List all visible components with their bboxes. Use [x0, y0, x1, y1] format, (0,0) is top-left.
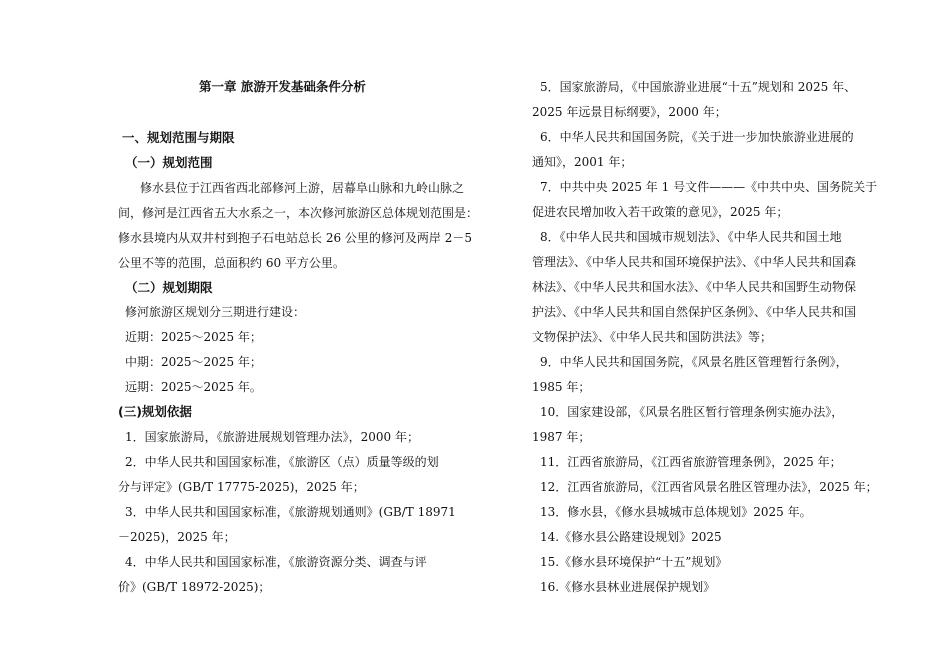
paragraph-line: 修水县境内从双井村到抱子石电站总长 26 公里的修河及两岸 2－5	[118, 231, 472, 245]
basis-item: 12．江西省旅游局，《江西省风景名胜区管理办法》，2025 年；	[540, 480, 878, 494]
basis-item-cont: 2025 年远景目标纲要》，2000 年；	[532, 105, 727, 119]
basis-item-cont: －2025)，2025 年；	[118, 530, 236, 544]
period-near: 近期：2025～2025 年；	[125, 330, 262, 344]
basis-item: 14.《修水县公路建设规划》2025	[540, 530, 722, 544]
basis-item: 8．《中华人民共和国城市规划法》、《中华人民共和国土地	[540, 230, 842, 244]
paragraph-line: 修水县位于江西省西北部修河上游，居幕阜山脉和九岭山脉之	[140, 181, 465, 195]
basis-item-cont: 通知》，2001 年；	[532, 155, 633, 169]
chapter-title: 第一章 旅游开发基础条件分析	[199, 79, 366, 94]
basis-item-cont: 1987 年；	[532, 430, 591, 444]
basis-item-cont: 文物保护法》、《中华人民共和国防洪法》等；	[532, 330, 773, 344]
paragraph-line: 间，修河是江西省五大水系之一，本次修河旅游区总体规划范围是：	[118, 206, 479, 220]
paragraph-line: 修河旅游区规划分三期进行建设：	[125, 305, 306, 319]
paragraph-line: 公里不等的范围，总面积约 60 平方公里。	[118, 256, 345, 270]
basis-item-cont: 林法》、《中华人民共和国水法》、《中华人民共和国野生动物保	[532, 280, 857, 294]
basis-item: 4．中华人民共和国国家标准，《旅游资源分类、调查与评	[125, 555, 427, 569]
subheading-scope: （一）规划范围	[125, 155, 213, 170]
basis-item: 9．中华人民共和国国务院，《风景名胜区管理暂行条例》，	[540, 355, 848, 369]
subheading-period: （二）规划期限	[125, 280, 213, 295]
basis-item-cont: 护法》、《中华人民共和国自然保护区条例》、《中华人民共和国	[532, 305, 857, 319]
basis-item: 10．国家建设部，《风景名胜区暂行管理条例实施办法》，	[540, 405, 844, 419]
basis-item: 2．中华人民共和国国家标准，《旅游区（点）质量等级的划	[125, 455, 439, 469]
period-far: 远期：2025～2025 年。	[125, 380, 262, 394]
basis-item: 6．中华人民共和国国务院，《关于进一步加快旅游业进展的	[540, 130, 854, 144]
basis-item-cont: 分与评定》(GB/T 17775-2025)，2025 年；	[118, 480, 365, 494]
basis-item-cont: 促进农民增加收入若干政策的意见》，2025 年；	[532, 205, 789, 219]
basis-item: 11．江西省旅游局，《江西省旅游管理条例》，2025 年；	[540, 455, 842, 469]
basis-item: 16.《修水县林业进展保护规划》	[540, 580, 716, 594]
basis-item-cont: 1985 年；	[532, 380, 591, 394]
basis-item: 13．修水县，《修水县城城市总体规划》2025 年。	[540, 505, 812, 519]
basis-item-cont: 管理法》、《中华人民共和国环境保护法》、《中华人民共和国森	[532, 255, 857, 269]
subheading-basis: (三)规划依据	[118, 404, 192, 419]
basis-item: 3．中华人民共和国国家标准，《旅游规划通则》(GB/T 18971	[125, 505, 456, 519]
period-mid: 中期：2025～2025 年；	[125, 355, 262, 369]
basis-item: 15.《修水县环境保护“十五”规划》	[540, 555, 728, 569]
basis-item: 7．中共中央 2025 年 1 号文件———《中共中央、国务院关于	[540, 180, 878, 194]
basis-item: 1．国家旅游局，《旅游进展规划管理办法》，2000 年；	[125, 430, 419, 444]
section-heading-scope-period: 一、规划范围与期限	[122, 130, 235, 145]
basis-item: 5．国家旅游局，《中国旅游业进展“十五”规划和 2025 年、	[540, 80, 857, 94]
basis-item-cont: 价》(GB/T 18972-2025)；	[118, 580, 271, 594]
